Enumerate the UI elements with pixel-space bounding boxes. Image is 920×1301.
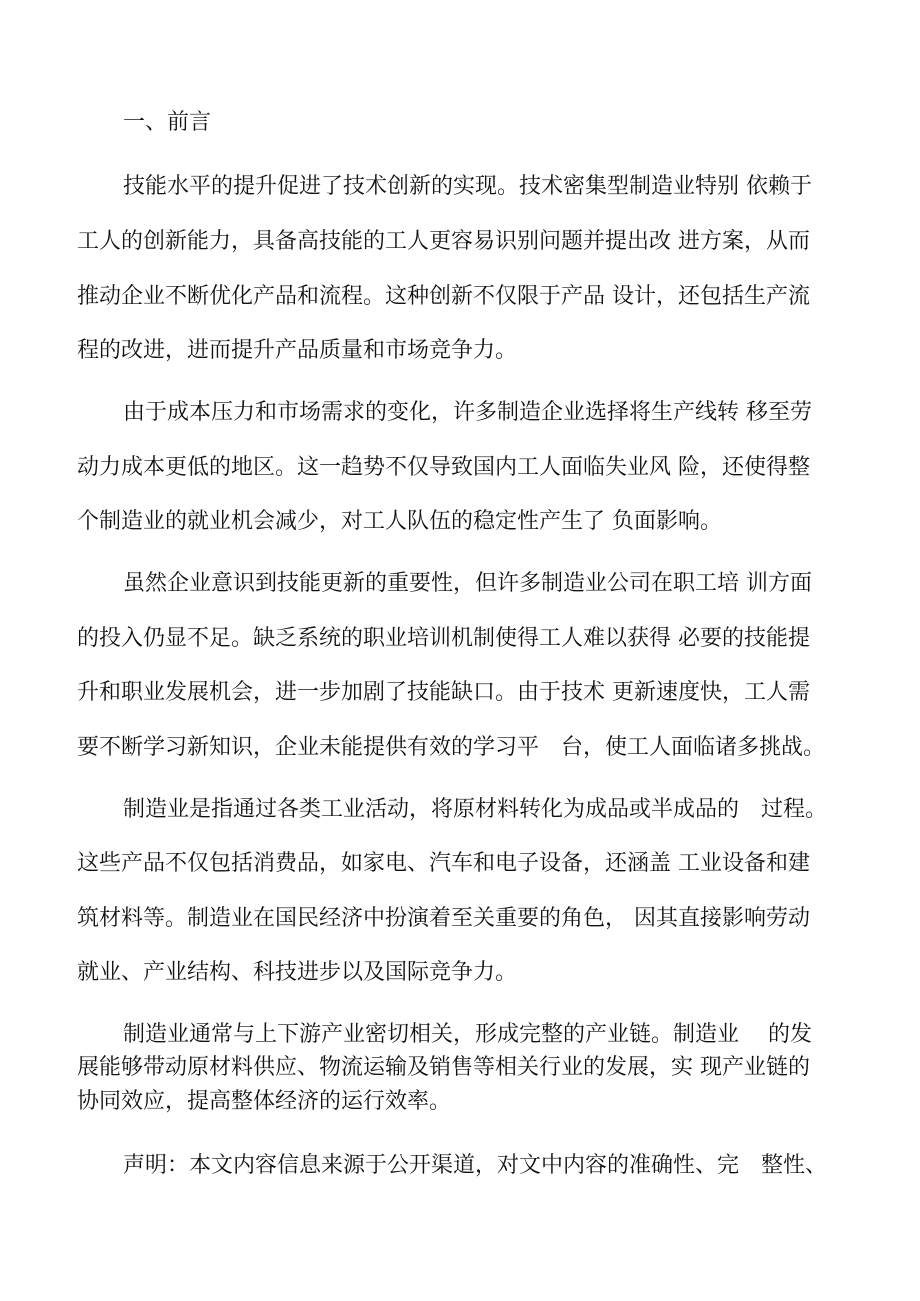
- paragraph-line: 个制造业的就业机会减少，对工人队伍的稳定性产生了 负面影响。: [77, 509, 722, 534]
- paragraph-line: 筑材料等。制造业在国民经济中扮演着至关重要的角色， 因其直接影响劳动: [77, 906, 810, 931]
- paragraph-line: 技能水平的提升促进了技术创新的实现。技术密集型制造业特别 依赖于: [123, 174, 812, 199]
- paragraph-line: 虽然企业意识到技能更新的重要性，但许多制造业公司在职工培 训方面: [123, 571, 812, 596]
- paragraph-line: 这些产品不仅包括消费品，如家电、汽车和电子设备，还涵盖 工业设备和建: [77, 851, 810, 876]
- paragraph-line: 工人的创新能力，具备高技能的工人更容易识别问题并提出改 进方案，从而: [77, 229, 810, 254]
- paragraph-line: 制造业通常与上下游产业密切相关，形成完整的产业链。制造业 的发: [123, 1022, 812, 1047]
- paragraph-line: 协同效应，提高整体经济的运行效率。: [77, 1089, 452, 1114]
- paragraph-line: 要不断学习新知识，企业未能提供有效的学习平 台，使工人面临诸多挑战。: [77, 735, 826, 760]
- section-heading: 一、前言: [123, 110, 212, 135]
- paragraph-line: 程的改进，进而提升产品质量和市场竞争力。: [77, 338, 518, 363]
- paragraph-line: 的投入仍显不足。缺乏系统的职业培训机制使得工人难以获得 必要的技能提: [77, 626, 810, 651]
- paragraph-line: 动力成本更低的地区。这一趋势不仅导致国内工人面临失业风 险，还使得整: [77, 455, 810, 480]
- paragraph-line: 就业、产业结构、科技进步以及国际竞争力。: [77, 960, 518, 985]
- paragraph-line: 由于成本压力和市场需求的变化，许多制造企业选择将生产线转 移至劳: [123, 400, 812, 425]
- paragraph-line: 展能够带动原材料供应、物流运输及销售等相关行业的发展，实 现产业链的: [77, 1055, 810, 1080]
- disclaimer-line: 声明：本文内容信息来源于公开渠道，对文中内容的准确性、完 整性、: [123, 1153, 828, 1178]
- paragraph-line: 推动企业不断优化产品和流程。这种创新不仅限于产品 设计，还包括生产流: [77, 284, 810, 309]
- paragraph-line: 制造业是指通过各类工业活动，将原材料转化为成品或半成品的 过程。: [123, 797, 828, 822]
- paragraph-line: 升和职业发展机会，进一步加剧了技能缺口。由于技术 更新速度快，工人需: [77, 680, 810, 705]
